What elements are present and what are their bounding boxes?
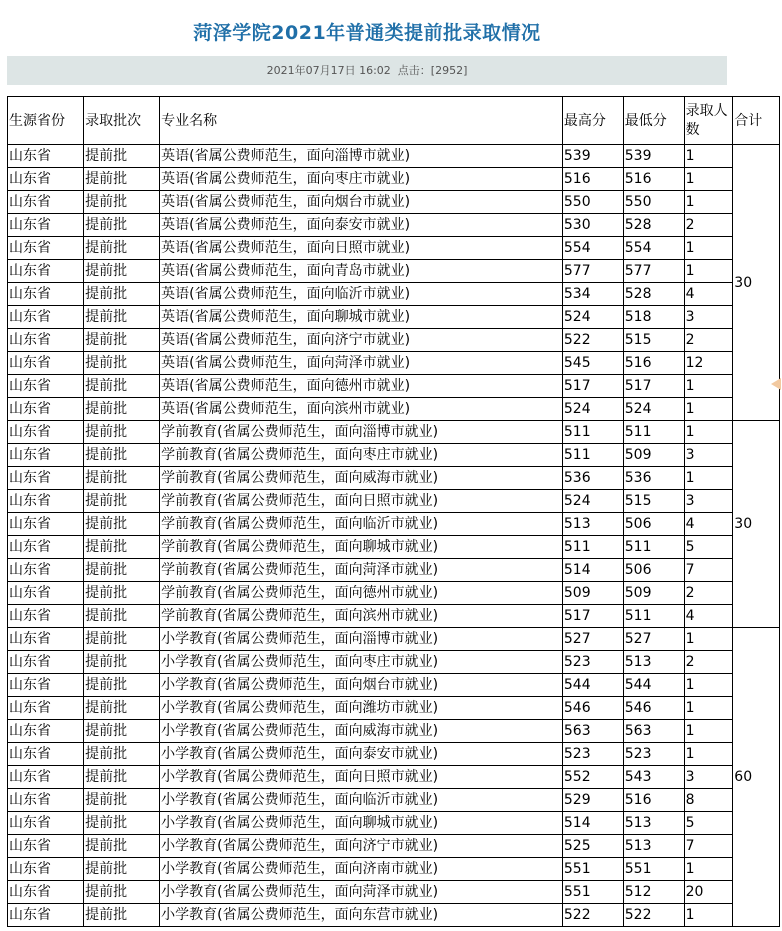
cell-province: 山东省 — [8, 513, 84, 536]
cell-province: 山东省 — [8, 651, 84, 674]
cell-count: 5 — [684, 812, 733, 835]
table-row — [8, 490, 780, 513]
cell-min: 527 — [623, 628, 684, 651]
cell-major: 小学教育(省属公费师范生，面向济南市就业) — [160, 858, 563, 881]
cell-major: 学前教育(省属公费师范生，面向枣庄市就业) — [160, 444, 563, 467]
cell-major: 英语(省属公费师范生，面向德州市就业) — [160, 375, 563, 398]
cell-count: 1 — [684, 904, 733, 927]
cell-province: 山东省 — [8, 536, 84, 559]
cell-max: 514 — [562, 559, 623, 582]
cell-batch: 提前批 — [84, 421, 160, 444]
cell-max: 529 — [562, 789, 623, 812]
cell-max: 511 — [562, 444, 623, 467]
cell-max: 554 — [562, 237, 623, 260]
cell-province: 山东省 — [8, 237, 84, 260]
cell-min: 513 — [623, 835, 684, 858]
cell-min: 577 — [623, 260, 684, 283]
cell-count: 1 — [684, 674, 733, 697]
cell-max: 517 — [562, 375, 623, 398]
table-row — [8, 444, 780, 467]
cell-major: 学前教育(省属公费师范生，面向聊城市就业) — [160, 536, 563, 559]
cell-major: 英语(省属公费师范生，面向济宁市就业) — [160, 329, 563, 352]
cell-count: 2 — [684, 214, 733, 237]
cell-count: 1 — [684, 398, 733, 421]
cell-batch: 提前批 — [84, 628, 160, 651]
table-body — [8, 145, 780, 927]
cell-max: 524 — [562, 306, 623, 329]
cell-batch: 提前批 — [84, 559, 160, 582]
cell-batch: 提前批 — [84, 697, 160, 720]
cell-major: 英语(省属公费师范生，面向泰安市就业) — [160, 214, 563, 237]
cell-batch: 提前批 — [84, 743, 160, 766]
cell-batch: 提前批 — [84, 720, 160, 743]
cell-min: 528 — [623, 214, 684, 237]
cell-max: 534 — [562, 283, 623, 306]
cell-province: 山东省 — [8, 697, 84, 720]
cell-batch: 提前批 — [84, 582, 160, 605]
cell-province: 山东省 — [8, 375, 84, 398]
cell-major: 学前教育(省属公费师范生，面向菏泽市就业) — [160, 559, 563, 582]
cell-max: 522 — [562, 329, 623, 352]
cell-min: 528 — [623, 283, 684, 306]
cell-batch: 提前批 — [84, 490, 160, 513]
header-max-score: 最高分 — [562, 97, 623, 145]
cell-batch: 提前批 — [84, 904, 160, 927]
cell-major: 英语(省属公费师范生，面向青岛市就业) — [160, 260, 563, 283]
cell-province: 山东省 — [8, 904, 84, 927]
cell-count: 1 — [684, 697, 733, 720]
cell-min: 511 — [623, 421, 684, 444]
cell-count: 7 — [684, 835, 733, 858]
cell-group-total: 30 — [733, 145, 780, 421]
table-header-row — [8, 97, 780, 145]
table-row — [8, 881, 780, 904]
cell-batch: 提前批 — [84, 375, 160, 398]
cell-max: 563 — [562, 720, 623, 743]
header-province: 生源省份 — [8, 97, 84, 145]
cell-batch: 提前批 — [84, 766, 160, 789]
cell-batch: 提前批 — [84, 881, 160, 904]
cell-min: 554 — [623, 237, 684, 260]
cell-province: 山东省 — [8, 490, 84, 513]
cell-max: 511 — [562, 421, 623, 444]
cell-max: 530 — [562, 214, 623, 237]
cell-batch: 提前批 — [84, 237, 160, 260]
cell-province: 山东省 — [8, 444, 84, 467]
cell-count: 1 — [684, 145, 733, 168]
cell-min: 551 — [623, 858, 684, 881]
table-row — [8, 651, 780, 674]
table-row — [8, 858, 780, 881]
cell-batch: 提前批 — [84, 352, 160, 375]
cell-major: 小学教育(省属公费师范生，面向淄博市就业) — [160, 628, 563, 651]
cell-province: 山东省 — [8, 789, 84, 812]
table-row — [8, 835, 780, 858]
cell-max: 517 — [562, 605, 623, 628]
cell-batch: 提前批 — [84, 789, 160, 812]
cell-count: 20 — [684, 881, 733, 904]
cell-province: 山东省 — [8, 605, 84, 628]
cell-group-total: 60 — [733, 628, 780, 927]
cell-min: 509 — [623, 582, 684, 605]
cell-batch: 提前批 — [84, 536, 160, 559]
cell-major: 小学教育(省属公费师范生，面向临沂市就业) — [160, 789, 563, 812]
cell-major: 学前教育(省属公费师范生，面向威海市就业) — [160, 467, 563, 490]
cell-count: 1 — [684, 743, 733, 766]
cell-province: 山东省 — [8, 145, 84, 168]
cell-province: 山东省 — [8, 306, 84, 329]
table-row — [8, 421, 780, 444]
cell-count: 1 — [684, 628, 733, 651]
table-row — [8, 697, 780, 720]
cell-max: 511 — [562, 536, 623, 559]
cell-province: 山东省 — [8, 559, 84, 582]
cell-province: 山东省 — [8, 812, 84, 835]
cell-min: 518 — [623, 306, 684, 329]
cell-min: 543 — [623, 766, 684, 789]
cell-max: 550 — [562, 191, 623, 214]
cell-min: 509 — [623, 444, 684, 467]
cell-min: 546 — [623, 697, 684, 720]
table-row — [8, 260, 780, 283]
cell-province: 山东省 — [8, 191, 84, 214]
cell-province: 山东省 — [8, 743, 84, 766]
cell-major: 学前教育(省属公费师范生，面向日照市就业) — [160, 490, 563, 513]
table-row — [8, 559, 780, 582]
cell-province: 山东省 — [8, 881, 84, 904]
table-row — [8, 168, 780, 191]
cell-major: 小学教育(省属公费师范生，面向菏泽市就业) — [160, 881, 563, 904]
cell-max: 546 — [562, 697, 623, 720]
table-row — [8, 513, 780, 536]
cell-min: 516 — [623, 168, 684, 191]
cell-province: 山东省 — [8, 674, 84, 697]
table-row — [8, 766, 780, 789]
cell-min: 513 — [623, 651, 684, 674]
table-row — [8, 467, 780, 490]
cell-min: 524 — [623, 398, 684, 421]
cell-major: 英语(省属公费师范生，面向滨州市就业) — [160, 398, 563, 421]
cell-major: 小学教育(省属公费师范生，面向日照市就业) — [160, 766, 563, 789]
cell-min: 544 — [623, 674, 684, 697]
cell-min: 511 — [623, 605, 684, 628]
cell-count: 1 — [684, 467, 733, 490]
cell-max: 544 — [562, 674, 623, 697]
views-label: 点击： — [397, 64, 431, 77]
table-row — [8, 398, 780, 421]
cell-major: 学前教育(省属公费师范生，面向淄博市就业) — [160, 421, 563, 444]
cell-province: 山东省 — [8, 835, 84, 858]
cell-count: 2 — [684, 329, 733, 352]
cell-max: 523 — [562, 743, 623, 766]
table-row — [8, 812, 780, 835]
cell-min: 512 — [623, 881, 684, 904]
cell-count: 3 — [684, 444, 733, 467]
cell-major: 英语(省属公费师范生，面向烟台市就业) — [160, 191, 563, 214]
cell-batch: 提前批 — [84, 444, 160, 467]
cell-province: 山东省 — [8, 421, 84, 444]
table-row — [8, 605, 780, 628]
cell-min: 522 — [623, 904, 684, 927]
cell-major: 小学教育(省属公费师范生，面向烟台市就业) — [160, 674, 563, 697]
cell-max: 527 — [562, 628, 623, 651]
cell-province: 山东省 — [8, 766, 84, 789]
publish-date: 2021年07月17日 16:02 — [266, 64, 391, 77]
cell-batch: 提前批 — [84, 283, 160, 306]
cell-count: 2 — [684, 651, 733, 674]
cell-major: 小学教育(省属公费师范生，面向枣庄市就业) — [160, 651, 563, 674]
page-title: 菏泽学院2021年普通类提前批录取情况 — [193, 22, 541, 44]
cell-min: 516 — [623, 789, 684, 812]
cell-province: 山东省 — [8, 628, 84, 651]
cell-batch: 提前批 — [84, 513, 160, 536]
cell-major: 小学教育(省属公费师范生，面向东营市就业) — [160, 904, 563, 927]
cell-group-total: 30 — [733, 421, 780, 628]
cell-count: 4 — [684, 605, 733, 628]
header-major: 专业名称 — [160, 97, 563, 145]
cell-min: 515 — [623, 329, 684, 352]
cell-batch: 提前批 — [84, 812, 160, 835]
cell-min: 536 — [623, 467, 684, 490]
admission-table — [7, 96, 780, 927]
cell-major: 英语(省属公费师范生，面向淄博市就业) — [160, 145, 563, 168]
table-row — [8, 904, 780, 927]
cell-batch: 提前批 — [84, 651, 160, 674]
cell-batch: 提前批 — [84, 260, 160, 283]
table-row — [8, 536, 780, 559]
cell-count: 1 — [684, 858, 733, 881]
cell-major: 小学教育(省属公费师范生，面向济宁市就业) — [160, 835, 563, 858]
header-batch: 录取批次 — [84, 97, 160, 145]
cell-major: 学前教育(省属公费师范生，面向滨州市就业) — [160, 605, 563, 628]
cell-min: 516 — [623, 352, 684, 375]
cell-batch: 提前批 — [84, 835, 160, 858]
header-total: 合计 — [733, 97, 780, 145]
cell-batch: 提前批 — [84, 467, 160, 490]
header-admitted-count: 录取人数 — [684, 97, 733, 145]
edge-marker-icon — [771, 378, 781, 390]
table-row — [8, 789, 780, 812]
cell-major: 英语(省属公费师范生，面向日照市就业) — [160, 237, 563, 260]
cell-max: 536 — [562, 467, 623, 490]
cell-province: 山东省 — [8, 283, 84, 306]
cell-province: 山东省 — [8, 329, 84, 352]
cell-count: 3 — [684, 766, 733, 789]
cell-batch: 提前批 — [84, 145, 160, 168]
cell-min: 563 — [623, 720, 684, 743]
cell-max: 524 — [562, 490, 623, 513]
cell-province: 山东省 — [8, 720, 84, 743]
cell-batch: 提前批 — [84, 605, 160, 628]
cell-major: 英语(省属公费师范生，面向聊城市就业) — [160, 306, 563, 329]
cell-max: 545 — [562, 352, 623, 375]
cell-province: 山东省 — [8, 168, 84, 191]
cell-major: 小学教育(省属公费师范生，面向泰安市就业) — [160, 743, 563, 766]
cell-province: 山东省 — [8, 352, 84, 375]
cell-count: 1 — [684, 375, 733, 398]
cell-major: 学前教育(省属公费师范生，面向德州市就业) — [160, 582, 563, 605]
cell-count: 3 — [684, 490, 733, 513]
views-count: [2952] — [430, 64, 468, 77]
cell-batch: 提前批 — [84, 306, 160, 329]
cell-province: 山东省 — [8, 214, 84, 237]
cell-count: 2 — [684, 582, 733, 605]
cell-min: 539 — [623, 145, 684, 168]
cell-max: 539 — [562, 145, 623, 168]
cell-province: 山东省 — [8, 467, 84, 490]
cell-province: 山东省 — [8, 398, 84, 421]
cell-batch: 提前批 — [84, 398, 160, 421]
cell-major: 小学教育(省属公费师范生，面向聊城市就业) — [160, 812, 563, 835]
cell-max: 577 — [562, 260, 623, 283]
table-row — [8, 582, 780, 605]
cell-batch: 提前批 — [84, 329, 160, 352]
cell-min: 550 — [623, 191, 684, 214]
table-row — [8, 237, 780, 260]
table-row — [8, 674, 780, 697]
table-row — [8, 628, 780, 651]
cell-min: 506 — [623, 513, 684, 536]
cell-max: 551 — [562, 858, 623, 881]
cell-batch: 提前批 — [84, 191, 160, 214]
table-row — [8, 145, 780, 168]
cell-major: 英语(省属公费师范生，面向菏泽市就业) — [160, 352, 563, 375]
table-row — [8, 214, 780, 237]
cell-max: 524 — [562, 398, 623, 421]
cell-count: 1 — [684, 260, 733, 283]
cell-max: 551 — [562, 881, 623, 904]
cell-major: 英语(省属公费师范生，面向枣庄市就业) — [160, 168, 563, 191]
cell-max: 522 — [562, 904, 623, 927]
cell-count: 1 — [684, 720, 733, 743]
cell-major: 小学教育(省属公费师范生，面向潍坊市就业) — [160, 697, 563, 720]
cell-max: 552 — [562, 766, 623, 789]
cell-count: 1 — [684, 168, 733, 191]
table-row — [8, 191, 780, 214]
cell-min: 515 — [623, 490, 684, 513]
table-row — [8, 283, 780, 306]
cell-count: 1 — [684, 237, 733, 260]
cell-count: 4 — [684, 283, 733, 306]
cell-max: 516 — [562, 168, 623, 191]
cell-count: 12 — [684, 352, 733, 375]
cell-max: 514 — [562, 812, 623, 835]
cell-count: 8 — [684, 789, 733, 812]
cell-min: 506 — [623, 559, 684, 582]
cell-batch: 提前批 — [84, 674, 160, 697]
cell-province: 山东省 — [8, 858, 84, 881]
table-row — [8, 306, 780, 329]
header-min-score: 最低分 — [623, 97, 684, 145]
cell-max: 509 — [562, 582, 623, 605]
article-meta-bar — [7, 56, 727, 85]
cell-batch: 提前批 — [84, 858, 160, 881]
cell-major: 小学教育(省属公费师范生，面向威海市就业) — [160, 720, 563, 743]
cell-province: 山东省 — [8, 582, 84, 605]
cell-max: 525 — [562, 835, 623, 858]
cell-max: 513 — [562, 513, 623, 536]
table-row — [8, 743, 780, 766]
cell-batch: 提前批 — [84, 168, 160, 191]
cell-min: 523 — [623, 743, 684, 766]
table-row — [8, 375, 780, 398]
cell-batch: 提前批 — [84, 214, 160, 237]
cell-min: 511 — [623, 536, 684, 559]
cell-major: 学前教育(省属公费师范生，面向临沂市就业) — [160, 513, 563, 536]
cell-count: 7 — [684, 559, 733, 582]
cell-count: 5 — [684, 536, 733, 559]
table-row — [8, 329, 780, 352]
cell-count: 3 — [684, 306, 733, 329]
table-row — [8, 720, 780, 743]
cell-major: 英语(省属公费师范生，面向临沂市就业) — [160, 283, 563, 306]
cell-max: 523 — [562, 651, 623, 674]
cell-province: 山东省 — [8, 260, 84, 283]
table-row — [8, 352, 780, 375]
cell-count: 1 — [684, 191, 733, 214]
cell-min: 513 — [623, 812, 684, 835]
cell-count: 1 — [684, 421, 733, 444]
cell-count: 4 — [684, 513, 733, 536]
cell-min: 517 — [623, 375, 684, 398]
